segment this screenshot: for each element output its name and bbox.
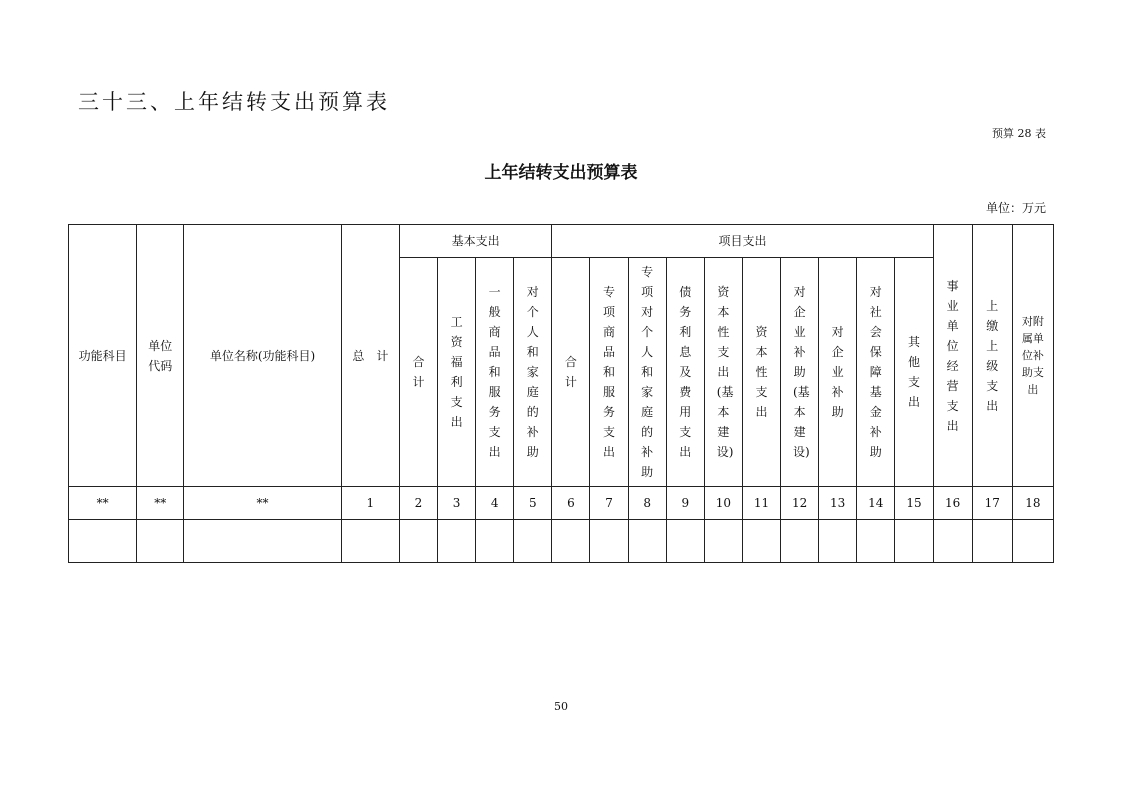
empty-cell — [341, 520, 399, 563]
empty-cell — [666, 520, 704, 563]
number-cell: 18 — [1012, 487, 1053, 520]
header-basic-group: 基本支出 — [399, 225, 551, 258]
empty-cell — [1012, 520, 1053, 563]
header-project-sub: 合计 — [552, 258, 590, 487]
header-affiliated: 对附属单位补助支出 — [1012, 225, 1053, 487]
budget-table — [68, 224, 1054, 563]
empty-cell — [552, 520, 590, 563]
header-project-sub: 债务利息及费用支出 — [666, 258, 704, 487]
empty-cell — [628, 520, 666, 563]
number-cell: 14 — [857, 487, 895, 520]
header-project-sub: 专项对个人和家庭的补助 — [628, 258, 666, 487]
empty-cell — [476, 520, 514, 563]
header-upper: 上缴上级支出 — [972, 225, 1012, 487]
header-project-sub: 资本性支出(基本建设) — [704, 258, 742, 487]
number-cell: 7 — [590, 487, 628, 520]
page-number: 50 — [554, 700, 568, 713]
empty-cell — [514, 520, 552, 563]
header-basic-sub: 对个人和家庭的补助 — [514, 258, 552, 487]
header-row-group — [69, 225, 1054, 258]
number-cell: 11 — [742, 487, 780, 520]
number-cell: ** — [69, 487, 137, 520]
header-project-sub: 对企业补助 — [819, 258, 857, 487]
number-cell: 10 — [704, 487, 742, 520]
number-cell: 5 — [514, 487, 552, 520]
empty-data-row — [69, 520, 1054, 563]
empty-cell — [933, 520, 972, 563]
header-business: 事业单位经营支出 — [933, 225, 972, 487]
number-cell: 12 — [781, 487, 819, 520]
header-unit-code: 单位代码 — [137, 225, 184, 487]
header-project-sub: 对企业补助(基本建设) — [781, 258, 819, 487]
number-cell: 17 — [972, 487, 1012, 520]
header-func-subject: 功能科目 — [69, 225, 137, 487]
empty-cell — [895, 520, 933, 563]
empty-cell — [590, 520, 628, 563]
header-total: 总 计 — [341, 225, 399, 487]
empty-cell — [972, 520, 1012, 563]
number-cell: 13 — [819, 487, 857, 520]
number-cell: 16 — [933, 487, 972, 520]
header-project-sub: 资本性支出 — [742, 258, 780, 487]
number-cell: ** — [184, 487, 341, 520]
number-cell: 3 — [438, 487, 476, 520]
header-project-group: 项目支出 — [552, 225, 933, 258]
header-project-sub: 专项商品和服务支出 — [590, 258, 628, 487]
number-row — [69, 487, 1054, 520]
header-basic-sub: 合计 — [399, 258, 437, 487]
empty-cell — [857, 520, 895, 563]
empty-cell — [399, 520, 437, 563]
empty-cell — [819, 520, 857, 563]
header-project-sub: 其他支出 — [895, 258, 933, 487]
empty-cell — [184, 520, 341, 563]
number-cell: 8 — [628, 487, 666, 520]
header-basic-sub: 工资福利支出 — [438, 258, 476, 487]
header-project-sub: 对社会保障基金补助 — [857, 258, 895, 487]
empty-cell — [438, 520, 476, 563]
number-cell: 15 — [895, 487, 933, 520]
empty-cell — [704, 520, 742, 563]
form-number: 预算 28 表 — [992, 127, 1046, 140]
number-cell: 1 — [341, 487, 399, 520]
unit-label: 单位：万元 — [985, 201, 1046, 215]
number-cell: 6 — [552, 487, 590, 520]
header-unit-name: 单位名称(功能科目) — [184, 225, 341, 487]
table-title: 上年结转支出预算表 — [484, 163, 638, 183]
number-cell: 4 — [476, 487, 514, 520]
empty-cell — [781, 520, 819, 563]
number-cell: ** — [137, 487, 184, 520]
empty-cell — [69, 520, 137, 563]
empty-cell — [742, 520, 780, 563]
section-title: 三十三、上年结转支出预算表 — [78, 90, 390, 114]
header-basic-sub: 一般商品和服务支出 — [476, 258, 514, 487]
number-cell: 2 — [399, 487, 437, 520]
number-cell: 9 — [666, 487, 704, 520]
empty-cell — [137, 520, 184, 563]
